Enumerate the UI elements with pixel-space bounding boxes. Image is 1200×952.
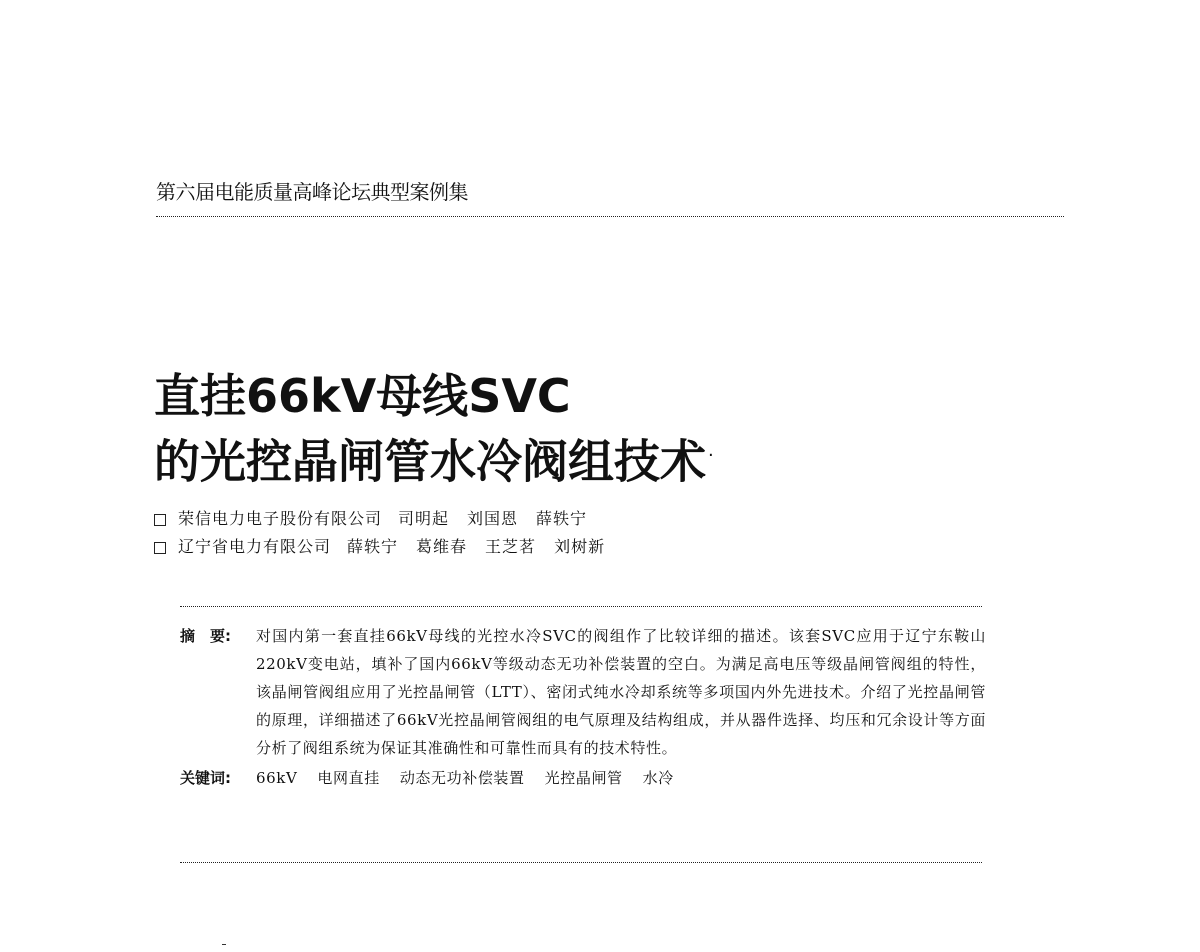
abstract-bottom-divider [180,862,982,863]
author-name: 薛轶宁 [536,509,588,528]
keyword: 水冷 [642,769,674,787]
article-title [154,366,714,491]
running-header: 第六届电能质量高峰论坛典型案例集 [156,180,468,204]
author-block [154,505,623,561]
author-name: 葛维春 [416,537,468,556]
author-org: 辽宁省电力有限公司 [178,537,332,556]
abstract-row [180,622,1000,762]
title-line-2-text: 的光控晶闸管水冷阀组技术 [154,434,706,489]
title-footnote-mark: · [708,445,714,466]
author-org: 荣信电力电子股份有限公司 [178,509,383,528]
keywords-row [180,764,1000,792]
abstract-text: 对国内第一套直挂66kV母线的光控水冷SVC的阀组作了比较详细的描述。该套SVC应用于辽宁东鞍山220kV变电站，填补了国内66kV等级动态无功补偿装置的空白。为满足高电压等级晶闸管阀组的特性，该晶闸管阀组应用了光控晶闸管（LTT）、密闭式纯水冷却系统等多项国内外先进技术。介绍了光控晶闸管的原理，详细描述了66kV光控晶闸管阀组的电气原理及结构组成，并从器件选择、均压和冗余设计等方面分析了阀组系统为保证其准确性和可靠性而具有的技术特性。 [256,627,986,757]
author-name: 刘树新 [554,537,606,556]
bullet-box-icon [154,514,166,526]
header-divider [156,216,1064,217]
title-line-2 [154,426,714,491]
author-name: 刘国恩 [467,509,519,528]
keyword: 动态无功补偿装置 [399,769,525,787]
author-name: 薛轶宁 [347,537,399,556]
abstract-top-divider [180,606,982,607]
keyword: 66kV [256,769,298,787]
abstract-label: 摘 要: [180,627,231,645]
author-name: 王芝茗 [485,537,537,556]
author-row [154,505,623,533]
abstract-block [180,622,1000,792]
bullet-box-icon [154,542,166,554]
scan-artifact [222,944,226,945]
author-name: 司明起 [398,509,450,528]
title-line-1: 直挂66kV母线SVC [154,369,571,423]
keyword: 光控晶闸管 [544,769,623,787]
keywords-label: 关键词: [180,769,231,787]
author-row [154,533,623,561]
keyword: 电网直挂 [317,769,380,787]
